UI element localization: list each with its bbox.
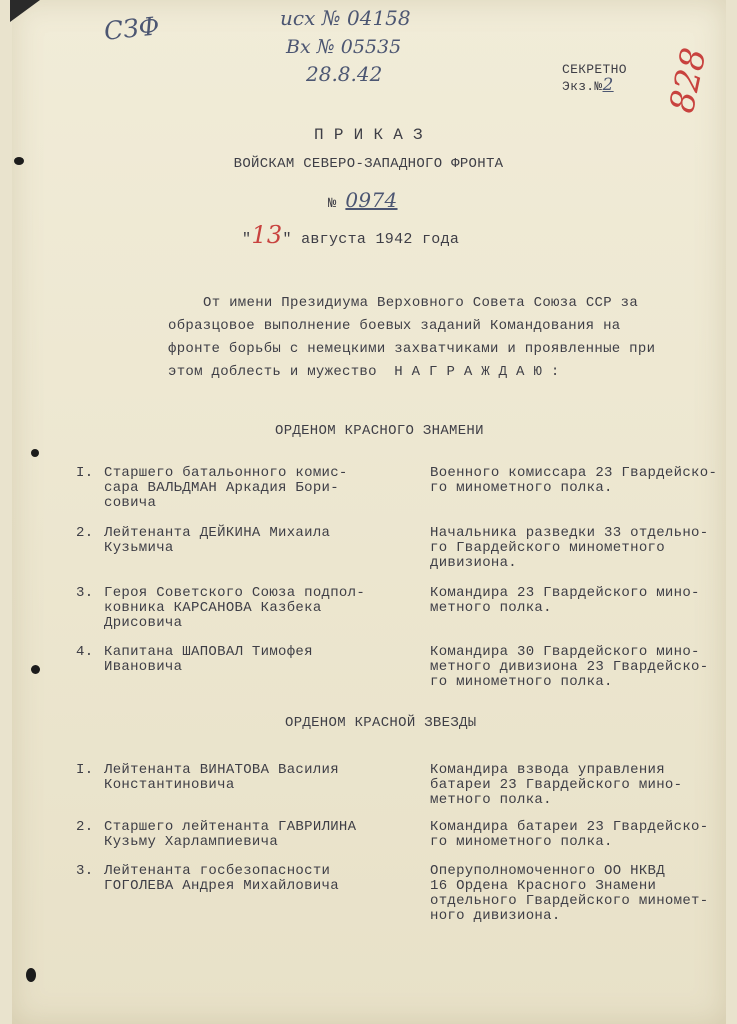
entry-number: 4. [76,644,94,660]
entry-name-line: Кузьму Харлампиевича [104,834,279,850]
entry-number: I. [76,465,94,481]
entry-name-line: Героя Советского Союза подпол- [104,585,366,601]
entry-position-line: Командира взвода управления [430,762,665,778]
copy-number: 2 [602,75,614,95]
entry-name-line: Дрисовича [104,615,183,631]
entry-position-line: го минометного полка. [430,480,613,496]
entry-position-line: метного полка. [430,792,552,808]
intro-line: фронте борьбы с немецкими захватчиками и проявленные при [168,341,656,357]
secret-stamp: СЕКРЕТНО [562,62,627,77]
order-date-rest: августа 1942 года [301,231,460,248]
entry-name-line: Лейтенанта ДЕЙКИНА Михаила [104,525,331,541]
punch-hole [31,449,39,457]
entry-name-line: сара ВАЛЬДМАН Аркадия Бори- [104,480,339,496]
handwritten-red-number: 828 [662,44,715,117]
section-title-red-star: ОРДЕНОМ КРАСНОЙ ЗВЕЗДЫ [285,715,477,731]
entry-position-line: Командира 23 Гвардейского мино- [430,585,700,601]
order-number-line [328,188,398,212]
page-corner-shadow [10,0,40,22]
entry-name-line: Константиновича [104,777,235,793]
entry-position-line: отдельного Гвардейского миномет- [430,893,709,909]
entry-number: 3. [76,585,94,601]
entry-position-line: го минометного полка. [430,674,613,690]
document-subtitle: ВОЙСКАМ СЕВЕРО-ЗАПАДНОГО ФРОНТА [233,156,504,172]
handwritten-szf: СЗФ [102,11,161,46]
entry-name-line: Старшего лейтенанта ГАВРИЛИНА [104,819,357,835]
entry-position-line: Военного комиссара 23 Гвардейско- [430,465,718,481]
entry-name-line: Кузьмича [104,540,174,556]
section-title-red-banner: ОРДЕНОМ КРАСНОГО ЗНАМЕНИ [275,423,484,439]
punch-hole [26,968,36,982]
intro-line: От имени Президиума Верховного Совета Союза ССР за [203,295,639,311]
date-open-quote: " [242,231,252,248]
handwritten-vh-number: Вх № 05535 [286,36,402,58]
entry-position-line: Начальника разведки 33 отдельно- [430,525,709,541]
order-day: 13 [251,221,283,249]
entry-name-line: Старшего батальонного комис- [104,465,348,481]
handwritten-date: 28.8.42 [306,62,383,86]
entry-position-line: метного дивизиона 23 Гвардейско- [430,659,709,675]
punch-hole [31,665,40,674]
handwritten-ish-number: исх № 04158 [280,6,411,30]
entry-position-line: дивизиона. [430,555,518,571]
entry-name-line: Ивановича [104,659,183,675]
entry-position-line: Командира батареи 23 Гвардейско- [430,819,709,835]
entry-position-line: Оперуполномоченного ОО НКВД [430,863,665,879]
entry-name-line: Лейтенанта госбезопасности [104,863,331,879]
entry-name-line: ГОГОЛЕВА Андрея Михайловича [104,878,339,894]
order-number: 0974 [345,188,398,212]
entry-position-line: Командира 30 Гвардейского мино- [430,644,700,660]
entry-position-line: го минометного полка. [430,834,613,850]
entry-position-line: метного полка. [430,600,552,616]
entry-number: I. [76,762,94,778]
copy-number-line [562,75,614,95]
entry-name-line: Капитана ШАПОВАЛ Тимофея [104,644,313,660]
document-title: П Р И К А З [314,126,423,144]
entry-position-line: 16 Ордена Красного Знамени [430,878,657,894]
entry-position-line: ного дивизиона. [430,908,561,924]
entry-position-line: батареи 23 Гвардейского мино- [430,777,683,793]
order-date-line [242,221,460,249]
entry-name-line: совича [104,495,157,511]
number-sign: № [328,196,337,212]
entry-position-line: го Гвардейского минометного [430,540,665,556]
date-close-quote: " [282,231,292,248]
intro-line: образцовое выполнение боевых заданий Командования на [168,318,621,334]
intro-line: этом доблесть и мужество Н А Г Р А Ж Д А Ю : [168,364,560,380]
entry-name-line: Лейтенанта ВИНАТОВА Василия [104,762,339,778]
copy-label: Экз.№ [562,79,603,94]
entry-number: 2. [76,819,94,835]
entry-number: 2. [76,525,94,541]
entry-number: 3. [76,863,94,879]
entry-name-line: ковника КАРСАНОВА Казбека [104,600,322,616]
